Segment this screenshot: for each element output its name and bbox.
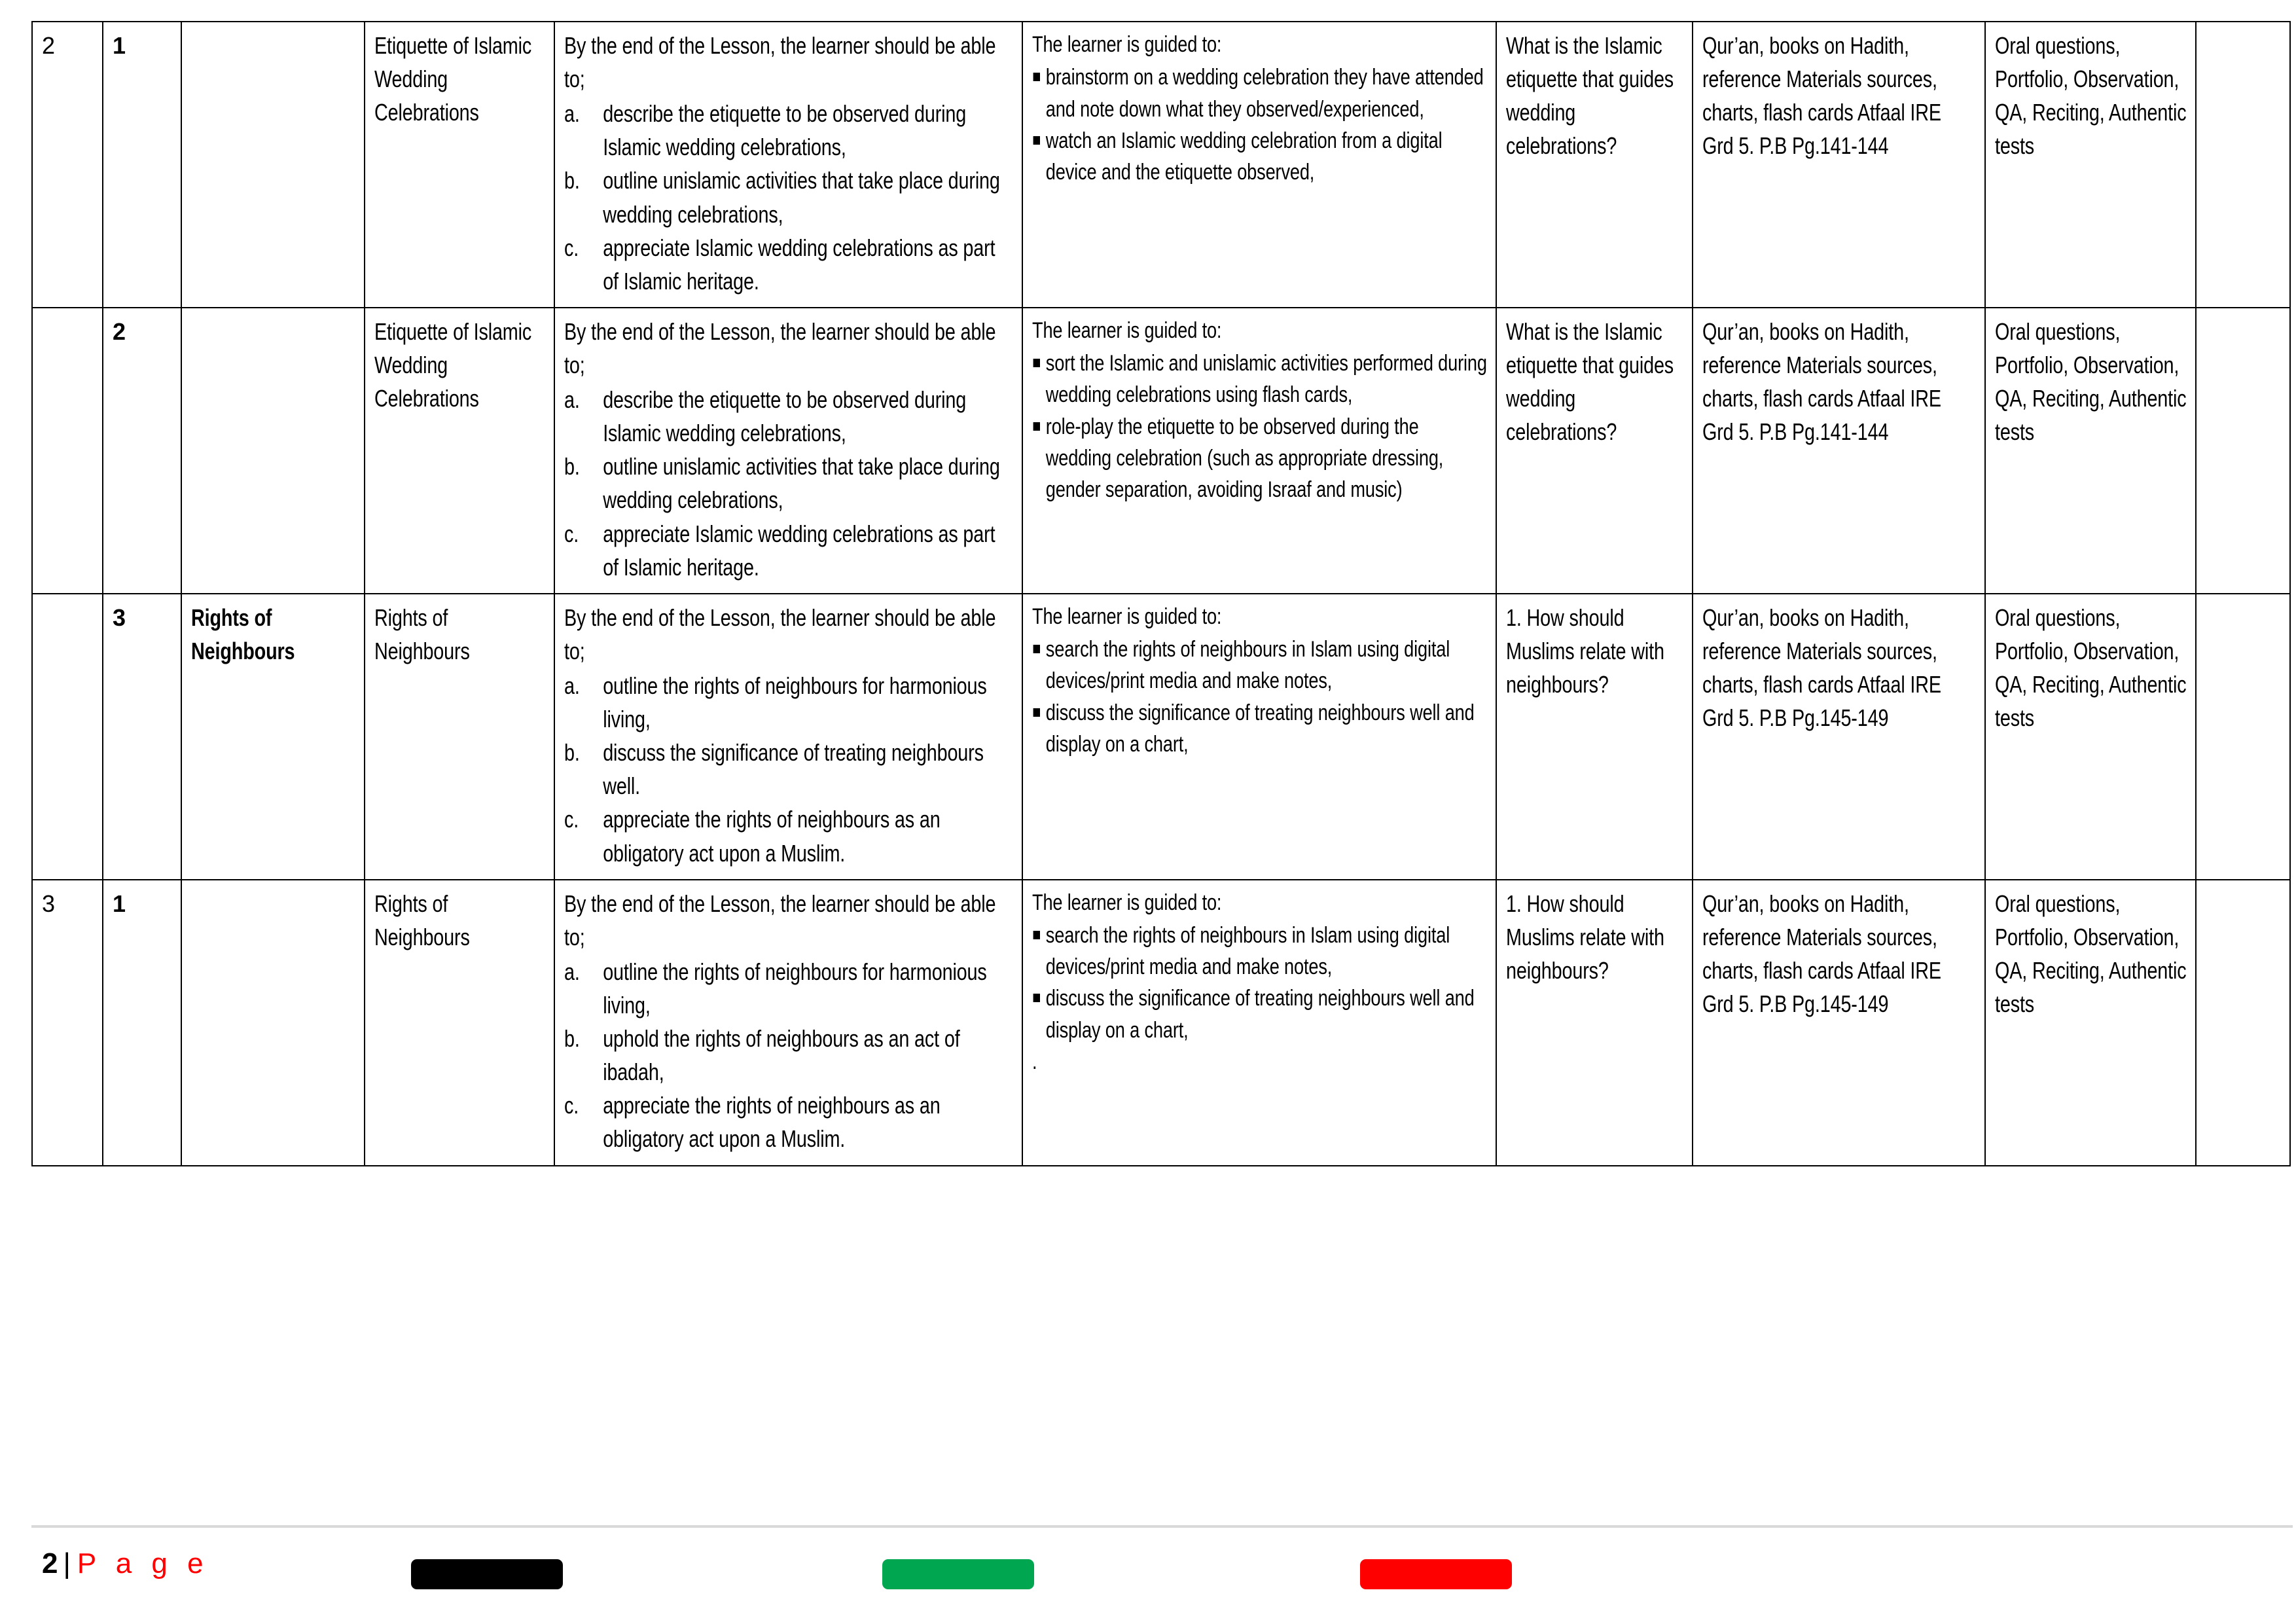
experiences-lead: The learner is guided to: xyxy=(1032,32,1222,57)
cell-learning-experiences xyxy=(1022,594,1496,880)
outcome-text: appreciate Islamic wedding celebrations as part of Islamic heritage. xyxy=(603,520,996,581)
resources-value: Qur’an, books on Hadith, reference Materials sources, charts, flash cards Atfaal IRE Grd 5. P.B Pg.141-144 xyxy=(1702,317,1941,446)
inquiry-value: What is the Islamic etiquette that guides wedding celebrations? xyxy=(1506,317,1674,446)
outcome-item xyxy=(564,164,1014,230)
outcomes-list xyxy=(564,669,1014,870)
experiences-trailing: . xyxy=(1032,1049,1037,1074)
cell-learning-resources xyxy=(1693,308,1985,594)
assessment-value: Oral questions, Portfolio, Observation, QA, Reciting, Authentic tests xyxy=(1995,604,2187,732)
footer-divider xyxy=(31,1525,2293,1528)
page-footer xyxy=(31,1543,2263,1615)
outcome-marker: a. xyxy=(564,672,580,699)
outcomes-lead: By the end of the Lesson, the learner should be able to; xyxy=(564,317,996,378)
outcome-marker: c. xyxy=(564,1092,579,1119)
page-number-value: 2 xyxy=(42,1547,58,1579)
outcomes-list xyxy=(564,383,1014,584)
outcome-marker: c. xyxy=(564,520,579,547)
cell-learning-experiences xyxy=(1022,308,1496,594)
cell-sub-strand xyxy=(365,308,554,594)
outcome-marker: a. xyxy=(564,100,580,128)
outcome-item xyxy=(564,517,1014,584)
cell-lesson xyxy=(103,594,181,880)
cell-specific-learning-outcomes xyxy=(554,22,1022,308)
flag-bar-black xyxy=(411,1559,563,1589)
cell-key-inquiry-question xyxy=(1496,308,1693,594)
week-value: 3 xyxy=(42,890,55,917)
outcome-marker: c. xyxy=(564,234,579,261)
outcome-item xyxy=(564,231,1014,298)
outcome-marker: b. xyxy=(564,453,580,480)
page-word-label: P a g e xyxy=(77,1547,209,1579)
cell-week xyxy=(32,594,103,880)
outcome-text: outline unislamic activities that take place during wedding celebrations, xyxy=(603,453,1000,514)
outcome-text: appreciate the rights of neighbours as an obligatory act upon a Muslim. xyxy=(603,806,941,867)
resources-value: Qur’an, books on Hadith, reference Materials sources, charts, flash cards Atfaal IRE Grd 5. P.B Pg.145-149 xyxy=(1702,604,1941,732)
cell-key-inquiry-question xyxy=(1496,880,1693,1166)
outcomes-lead: By the end of the Lesson, the learner should be able to; xyxy=(564,890,996,950)
cell-lesson xyxy=(103,308,181,594)
cell-reflection xyxy=(2196,880,2290,1166)
sub-strand-value: Rights of Neighbours xyxy=(374,890,470,950)
outcome-marker: a. xyxy=(564,958,580,985)
table-row xyxy=(32,880,2290,1166)
page-number-separator: | xyxy=(63,1547,71,1579)
cell-assessment-methods xyxy=(1985,880,2196,1166)
resources-value: Qur’an, books on Hadith, reference Materials sources, charts, flash cards Atfaal IRE Grd 5. P.B Pg.145-149 xyxy=(1702,890,1941,1017)
experience-item: role-play the etiquette to be observed during the wedding celebration (such as appropriate dressing, gender separation, avoiding Israaf and music) xyxy=(1032,411,1488,506)
experience-item: watch an Islamic wedding celebration from a digital device and the etiquette observed, xyxy=(1032,125,1488,189)
outcome-text: describe the etiquette to be observed during Islamic wedding celebrations, xyxy=(603,386,967,447)
cell-strand xyxy=(181,22,365,308)
cell-week xyxy=(32,880,103,1166)
outcome-text: outline the rights of neighbours for harmonious living, xyxy=(603,672,987,733)
experiences-lead: The learner is guided to: xyxy=(1032,890,1222,915)
scheme-of-work-table-wrapper xyxy=(31,21,2291,1166)
lesson-value: 3 xyxy=(113,604,126,631)
cell-assessment-methods xyxy=(1985,22,2196,308)
outcome-marker: c. xyxy=(564,806,579,833)
outcome-marker: b. xyxy=(564,167,580,194)
experiences-list xyxy=(1032,62,1488,188)
cell-learning-resources xyxy=(1693,880,1985,1166)
outcome-item xyxy=(564,1022,1014,1089)
cell-learning-resources xyxy=(1693,594,1985,880)
table-row xyxy=(32,594,2290,880)
outcome-marker: a. xyxy=(564,386,580,414)
outcomes-lead: By the end of the Lesson, the learner should be able to; xyxy=(564,604,996,664)
inquiry-value: 1. How should Muslims relate with neighbours? xyxy=(1506,604,1664,698)
outcome-text: outline the rights of neighbours for harmonious living, xyxy=(603,958,987,1019)
page-number-label xyxy=(42,1547,209,1580)
cell-key-inquiry-question xyxy=(1496,594,1693,880)
cell-reflection xyxy=(2196,308,2290,594)
outcomes-lead: By the end of the Lesson, the learner should be able to; xyxy=(564,32,996,93)
table-row xyxy=(32,308,2290,594)
flag-bar-red xyxy=(1360,1559,1512,1589)
experiences-list xyxy=(1032,920,1488,1046)
outcome-item xyxy=(564,383,1014,450)
cell-week xyxy=(32,22,103,308)
outcome-item xyxy=(564,669,1014,736)
outcome-marker: b. xyxy=(564,1025,580,1053)
outcome-item xyxy=(564,803,1014,869)
cell-specific-learning-outcomes xyxy=(554,880,1022,1166)
outcome-item xyxy=(564,955,1014,1022)
experiences-list xyxy=(1032,348,1488,505)
outcomes-list xyxy=(564,955,1014,1156)
inquiry-value: 1. How should Muslims relate with neighbours? xyxy=(1506,890,1664,984)
cell-reflection xyxy=(2196,594,2290,880)
experience-item: search the rights of neighbours in Islam using digital devices/print media and make notes, xyxy=(1032,634,1488,697)
outcome-text: appreciate the rights of neighbours as an obligatory act upon a Muslim. xyxy=(603,1092,941,1153)
experience-item: discuss the significance of treating neighbours well and display on a chart, xyxy=(1032,697,1488,761)
cell-strand xyxy=(181,594,365,880)
experience-item: sort the Islamic and unislamic activities performed during wedding celebrations using flash cards, xyxy=(1032,348,1488,411)
outcome-text: uphold the rights of neighbours as an act of ibadah, xyxy=(603,1025,960,1086)
experiences-list xyxy=(1032,634,1488,760)
cell-learning-experiences xyxy=(1022,22,1496,308)
cell-reflection xyxy=(2196,22,2290,308)
cell-week xyxy=(32,308,103,594)
experience-item: brainstorm on a wedding celebration they have attended and note down what they observed/experienced, xyxy=(1032,62,1488,125)
experience-item: search the rights of neighbours in Islam using digital devices/print media and make notes, xyxy=(1032,920,1488,983)
outcome-text: discuss the significance of treating neighbours well. xyxy=(603,739,984,800)
resources-value: Qur’an, books on Hadith, reference Materials sources, charts, flash cards Atfaal IRE Grd 5. P.B Pg.141-144 xyxy=(1702,32,1941,160)
sub-strand-value: Etiquette of Islamic Wedding Celebrations xyxy=(374,317,532,412)
cell-strand xyxy=(181,880,365,1166)
lesson-value: 1 xyxy=(113,32,126,59)
week-value: 2 xyxy=(42,32,55,59)
sub-strand-value: Rights of Neighbours xyxy=(374,604,470,664)
experience-item: discuss the significance of treating neighbours well and display on a chart, xyxy=(1032,983,1488,1046)
outcome-item xyxy=(564,97,1014,164)
scheme-of-work-table xyxy=(31,21,2291,1166)
cell-learning-resources xyxy=(1693,22,1985,308)
cell-sub-strand xyxy=(365,594,554,880)
cell-sub-strand xyxy=(365,22,554,308)
assessment-value: Oral questions, Portfolio, Observation, QA, Reciting, Authentic tests xyxy=(1995,890,2187,1017)
strand-value: Rights of Neighbours xyxy=(191,604,295,664)
cell-assessment-methods xyxy=(1985,594,2196,880)
outcome-item xyxy=(564,450,1014,516)
cell-strand xyxy=(181,308,365,594)
lesson-value: 2 xyxy=(113,317,126,345)
cell-learning-experiences xyxy=(1022,880,1496,1166)
outcomes-list xyxy=(564,97,1014,298)
outcome-item xyxy=(564,1089,1014,1155)
table-row xyxy=(32,22,2290,308)
lesson-value: 1 xyxy=(113,890,126,917)
outcome-text: appreciate Islamic wedding celebrations as part of Islamic heritage. xyxy=(603,234,996,295)
outcome-text: outline unislamic activities that take place during wedding celebrations, xyxy=(603,167,1000,228)
cell-sub-strand xyxy=(365,880,554,1166)
outcome-text: describe the etiquette to be observed during Islamic wedding celebrations, xyxy=(603,100,967,161)
flag-bar-green xyxy=(882,1559,1034,1589)
assessment-value: Oral questions, Portfolio, Observation, QA, Reciting, Authentic tests xyxy=(1995,32,2187,160)
cell-key-inquiry-question xyxy=(1496,22,1693,308)
assessment-value: Oral questions, Portfolio, Observation, QA, Reciting, Authentic tests xyxy=(1995,317,2187,446)
cell-lesson xyxy=(103,880,181,1166)
sub-strand-value: Etiquette of Islamic Wedding Celebrations xyxy=(374,32,532,126)
cell-assessment-methods xyxy=(1985,308,2196,594)
cell-specific-learning-outcomes xyxy=(554,594,1022,880)
cell-lesson xyxy=(103,22,181,308)
table-body xyxy=(32,22,2290,1166)
outcome-item xyxy=(564,736,1014,803)
cell-specific-learning-outcomes xyxy=(554,308,1022,594)
outcome-marker: b. xyxy=(564,739,580,767)
experiences-lead: The learner is guided to: xyxy=(1032,604,1222,629)
inquiry-value: What is the Islamic etiquette that guides wedding celebrations? xyxy=(1506,32,1674,160)
experiences-lead: The learner is guided to: xyxy=(1032,317,1222,343)
